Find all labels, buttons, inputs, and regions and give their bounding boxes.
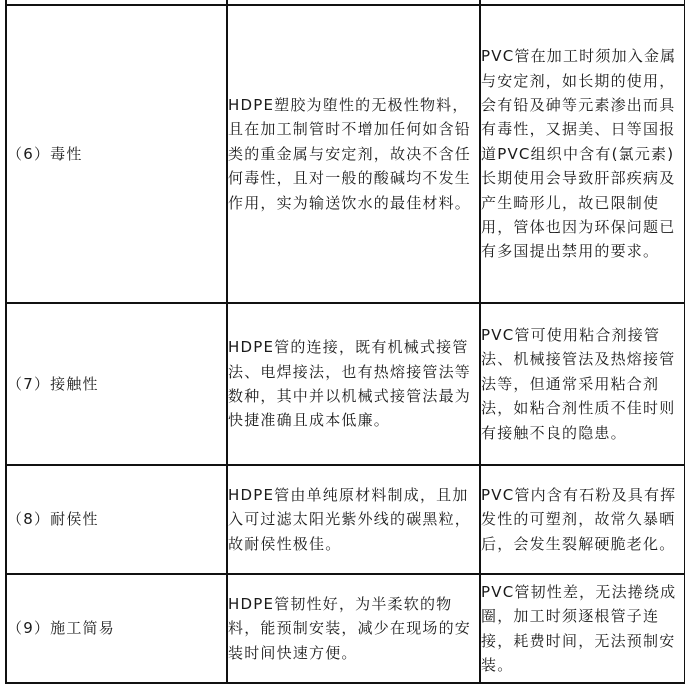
hdpe-cell: HDPE塑胶为堕性的无极性物料，且在加工制管时不增加任何如含铅类的重金属与安定剂，故决不含任何毒性，且对一般的酸碱均不发生作用，实为输送饮水的最佳材料。 <box>227 5 480 303</box>
table-row-toxicity <box>6 5 685 303</box>
table-row-weather-resistance <box>6 465 685 574</box>
pvc-cell: PVC管韧性差，无法捲绕成圈，加工时须逐根管子连接，耗费时间，无法预制安装。 <box>480 574 685 683</box>
row-label: （9）施工简易 <box>6 574 227 683</box>
table-row-easy-construction <box>6 574 685 683</box>
hdpe-cell: HDPE管韧性好，为半柔软的物料，能预制安装，减少在现场的安装时间快速方便。 <box>227 574 480 683</box>
row-label: （8）耐侯性 <box>6 465 227 574</box>
hdpe-cell: HDPE管由单纯原材料制成，且加入可过滤太阳光紫外线的碳黑粒，故耐侯性极佳。 <box>227 465 480 574</box>
row-label: （6）毒性 <box>6 5 227 303</box>
row-label: （7）接触性 <box>6 303 227 465</box>
comparison-table <box>5 0 685 684</box>
pvc-cell: PVC管内含有石粉及具有挥发性的可塑剂，故常久暴晒后，会发生裂解硬脆老化。 <box>480 465 685 574</box>
pvc-cell: PVC管可使用粘合剂接管法、机械接管法及热熔接管法等，但通常采用粘合剂法，如粘合剂性质不佳时则有接触不良的隐患。 <box>480 303 685 465</box>
table-row-contact <box>6 303 685 465</box>
hdpe-cell: HDPE管的连接，既有机械式接管法、电焊接法，也有热熔接管法等数种，其中并以机械式接管法最为快捷准确且成本低廉。 <box>227 303 480 465</box>
pvc-cell: PVC管在加工时须加入金属与安定剂，如长期的使用，会有铅及砷等元素渗出而具有毒性，又据美、日等国报道PVC组织中含有(氯元素)长期使用会导致肝部疾病及产生畸形儿，故已限制使用，管体也因为环保问题已有多国提出禁用的要求。 <box>480 5 685 303</box>
